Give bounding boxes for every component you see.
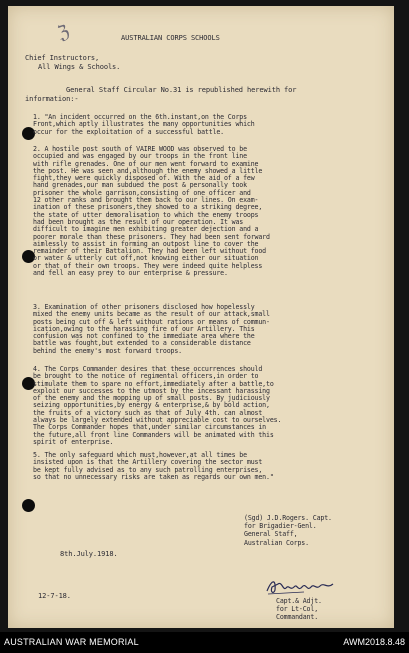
signed-block [244,514,332,547]
paragraph-1 [33,114,255,136]
paragraph-3 [33,304,270,355]
text-line: with rifle grenades. One of our men went forward to examine [33,159,259,168]
text-line: Front,which aptly illustrates the many opportunities which [33,120,255,129]
text-line: occur for the exploitation of a successful battle. [33,127,224,136]
text-line: the future,all front line Commanders will be animated with this [33,430,274,439]
text-line: insisted upon is that the Artillery covering the sector must [33,458,263,467]
text-line: mixed the enemy units became as the result of our attack,small [33,310,270,319]
paragraph-4 [33,366,281,446]
text-line: hand grenades,our man subdued the post & personally took [33,181,247,190]
text-line: be kept fully advised as to any such patrolling enterprises, [33,465,263,474]
handwritten-signature [264,575,336,597]
text-line: Commandant. [276,613,319,621]
text-line: be brought to the notice of regimental officers,in order to [33,372,259,381]
text-line: the state of utter demoralisation to which the enemy troops [33,210,259,219]
text-line: aimlessly to assist in forming an outpost line to cover the [33,239,259,248]
text-line: remainder of their Battalion. They had been left without food [33,247,267,256]
text-line: ination of these prisoners,they showed to a striking degree, [33,203,263,212]
archive-footer [0,632,409,653]
document-page [8,6,394,628]
text-line: stimulate them to spare no effort,immediately after a battle,to [33,379,274,388]
text-line: difficult to imagine men exhibiting greater dejection and a [33,225,259,234]
text-line: confusion was not confined to the immediate area where the [33,332,255,341]
text-line: fight,they were quickly disposed of. With the aid of a few [33,174,255,183]
intro-line: General Staff Circular No.31 is republished herewith for [66,86,297,94]
punch-hole [22,499,35,512]
text-line: prisoner the whole garrison,consisting of one officer and [33,188,251,197]
signer-title [276,597,322,621]
text-line: The Corps Commander hopes that,under similar circumstances in [33,423,267,432]
text-line: for Lt-Col, [276,605,319,613]
address-line: Chief Instructors, [25,54,100,62]
text-line: 5. The only safeguard which must,however,at all times be [33,451,247,459]
text-line: 1. "An incident occurred on the 6th.instant,on the Corps [33,113,247,121]
text-line: or water & utterly cut off,not knowing either our situation [33,254,259,263]
text-line: 3. Examination of other prisoners disclosed how hopelessly [33,303,255,311]
text-line: occupied and was engaged by our troops in the front line [33,152,247,161]
text-line: Capt.& Adjt. [276,597,322,605]
text-line: for Brigadier-Genl. [244,522,317,531]
text-line: behind the enemy's most forward troops. [33,346,182,355]
text-line: the post. He was seen and,although the enemy showed a little [33,166,263,175]
text-line: always be largely extended without appreciable cost to ourselves. [33,416,282,425]
text-line: 12 other ranks and brought them back to our lines. On exam- [33,196,259,205]
footer-date: 12-7-18. [38,592,71,600]
text-line: the fruits of a victory such as that of July 4th. can almost [33,408,263,417]
text-line: poorer morale than these prisoners. They had been sent forward [33,232,270,241]
text-line: (Sgd) J.D.Rogers. Capt. [244,514,332,522]
paragraph-2 [33,146,270,277]
text-line: or that of their own troops. They were indeed quite helpless [33,261,263,270]
paragraph-5 [33,452,274,481]
archive-name: AUSTRALIAN WAR MEMORIAL [4,637,139,647]
text-line: posts being cut off & left without rations or means of commun- [33,317,270,326]
text-line: ication,owing to the harassing fire of our Artillery. This [33,324,255,333]
pencil-mark: ℨ [55,20,73,45]
accession-number: AWM2018.8.48 [343,637,405,647]
text-line: exploit our successes to the utmost by the incessant harassing [33,386,270,395]
intro-line: information:- [25,95,79,103]
text-line: 2. A hostile post south of VAIRE WOOD was observed to be [33,145,247,153]
text-line: seizing opportunities,by energy & enterprise,& by bold action, [33,401,270,410]
document-date: 8th.July.1918. [60,550,118,558]
text-line: so that no unnecessary risks are taken as regards our own men." [33,472,274,481]
text-line: of the enemy and the mopping up of small posts. By judiciously [33,394,270,403]
letterhead: AUSTRALIAN CORPS SCHOOLS [121,34,220,42]
text-line: battle was fought,but extended to a considerable distance [33,339,251,348]
text-line: spirit of enterprise. [33,437,114,446]
text-line: had been brought as the result of our operation. It was [33,217,244,226]
text-line: Australian Corps. [244,538,309,547]
text-line: 4. The Corps Commander desires that these occurrences should [33,365,263,373]
address-line: All Wings & Schools. [38,63,121,71]
text-line: General Staff, [244,530,298,539]
text-line: and fell an easy prey to our enterprise & pressure. [33,269,228,278]
